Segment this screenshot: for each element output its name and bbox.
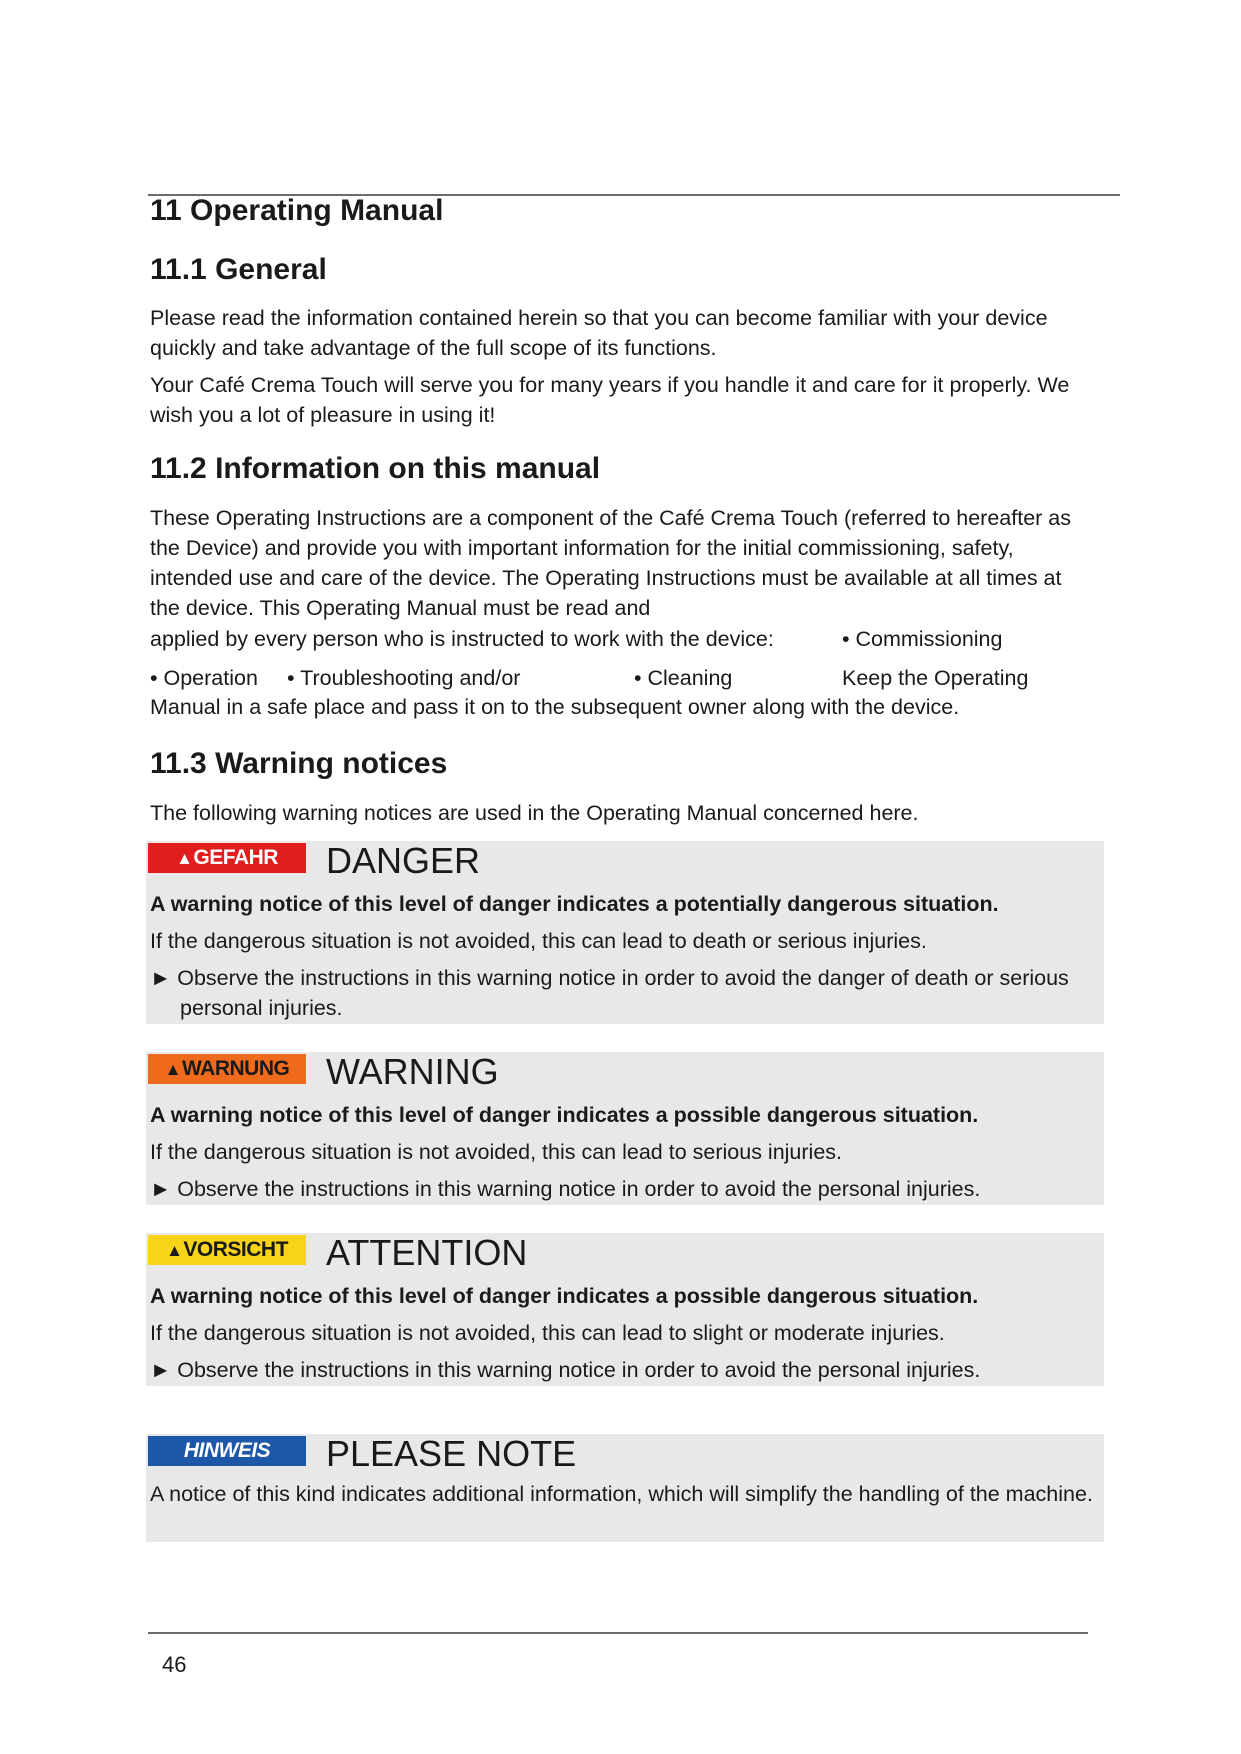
note-badge xyxy=(148,1436,306,1466)
warning-badge-label: WARNUNG xyxy=(182,1057,290,1080)
note-title: PLEASE NOTE xyxy=(326,1433,577,1474)
footer-rule xyxy=(148,1632,1088,1634)
warning-title: WARNING xyxy=(326,1051,499,1092)
info-paragraph-last-line: applied by every person who is instructed to work with the device: xyxy=(150,627,774,651)
attention-step: ► Observe the instructions in this warning notice in order to avoid the personal injuries. xyxy=(150,1358,981,1382)
danger-text: If the dangerous situation is not avoided, this can lead to death or serious injuries. xyxy=(150,929,927,953)
note-badge-label: HINWEIS xyxy=(183,1439,271,1462)
notice-danger xyxy=(146,841,1104,1024)
page-number: 46 xyxy=(162,1652,187,1677)
attention-text: If the dangerous situation is not avoided, this can lead to slight or moderate injuries. xyxy=(150,1321,945,1345)
warning-bold-text: A warning notice of this level of danger indicates a possible dangerous situation. xyxy=(150,1103,979,1127)
attention-badge xyxy=(148,1235,306,1265)
attention-title: ATTENTION xyxy=(326,1232,528,1273)
warning-triangle-icon: ▲ xyxy=(164,1060,181,1079)
warnings-intro: The following warning notices are used in the Operating Manual concerned here. xyxy=(150,801,919,825)
warning-triangle-icon: ▲ xyxy=(166,1241,183,1260)
warning-badge xyxy=(148,1054,306,1084)
bullet-cleaning: • Cleaning xyxy=(634,666,733,690)
section-title-warnings: 11.3 Warning notices xyxy=(150,747,448,780)
notice-note xyxy=(146,1434,1104,1542)
attention-badge-label: VORSICHT xyxy=(183,1238,288,1261)
danger-step: ► Observe the instructions in this warning notice in order to avoid the danger of death or serious personal injuries. xyxy=(150,966,1069,1020)
warning-triangle-icon: ▲ xyxy=(176,849,193,868)
note-text: A notice of this kind indicates additional information, which will simplify the handling of the machine. xyxy=(150,1482,1093,1506)
warning-text: If the dangerous situation is not avoided, this can lead to serious injuries. xyxy=(150,1140,842,1164)
danger-badge xyxy=(148,843,306,873)
keep-manual-text-b: Manual in a safe place and pass it on to the subsequent owner along with the device. xyxy=(150,695,960,719)
danger-bold-text: A warning notice of this level of danger indicates a potentially dangerous situation. xyxy=(150,892,999,916)
warning-step: ► Observe the instructions in this warning notice in order to avoid the personal injuries. xyxy=(150,1177,981,1201)
section-title-general: 11.1 General xyxy=(150,253,327,286)
danger-title: DANGER xyxy=(326,840,481,881)
bullet-troubleshooting: • Troubleshooting and/or xyxy=(287,666,521,690)
bullet-operation: • Operation xyxy=(150,666,258,690)
attention-bold-text: A warning notice of this level of danger indicates a possible dangerous situation. xyxy=(150,1284,979,1308)
general-paragraph-1: Please read the information contained herein so that you can become familiar with your device quickly and take advantage of the full scope of its functions. xyxy=(150,306,1048,360)
info-paragraph: These Operating Instructions are a component of the Café Crema Touch (referred to hereafter as the Device) and provide you with important information for the initial commissioning, safety, intended use and care of the device. The Operating Instructions must be available at all times at the device. This Operating Manual must be read and xyxy=(150,506,1072,620)
notice-attention xyxy=(146,1233,1104,1386)
notice-warning xyxy=(146,1052,1104,1205)
general-paragraph-2: Your Café Crema Touch will serve you for many years if you handle it and care for it properly. We wish you a lot of pleasure in using it! xyxy=(150,373,1070,427)
section-title-info: 11.2 Information on this manual xyxy=(150,452,601,485)
chapter-title: 11 Operating Manual xyxy=(150,194,444,227)
keep-manual-text-a: Keep the Operating xyxy=(842,666,1029,690)
danger-badge-label: GEFAHR xyxy=(193,846,278,869)
bullet-commissioning: • Commissioning xyxy=(842,627,1003,651)
